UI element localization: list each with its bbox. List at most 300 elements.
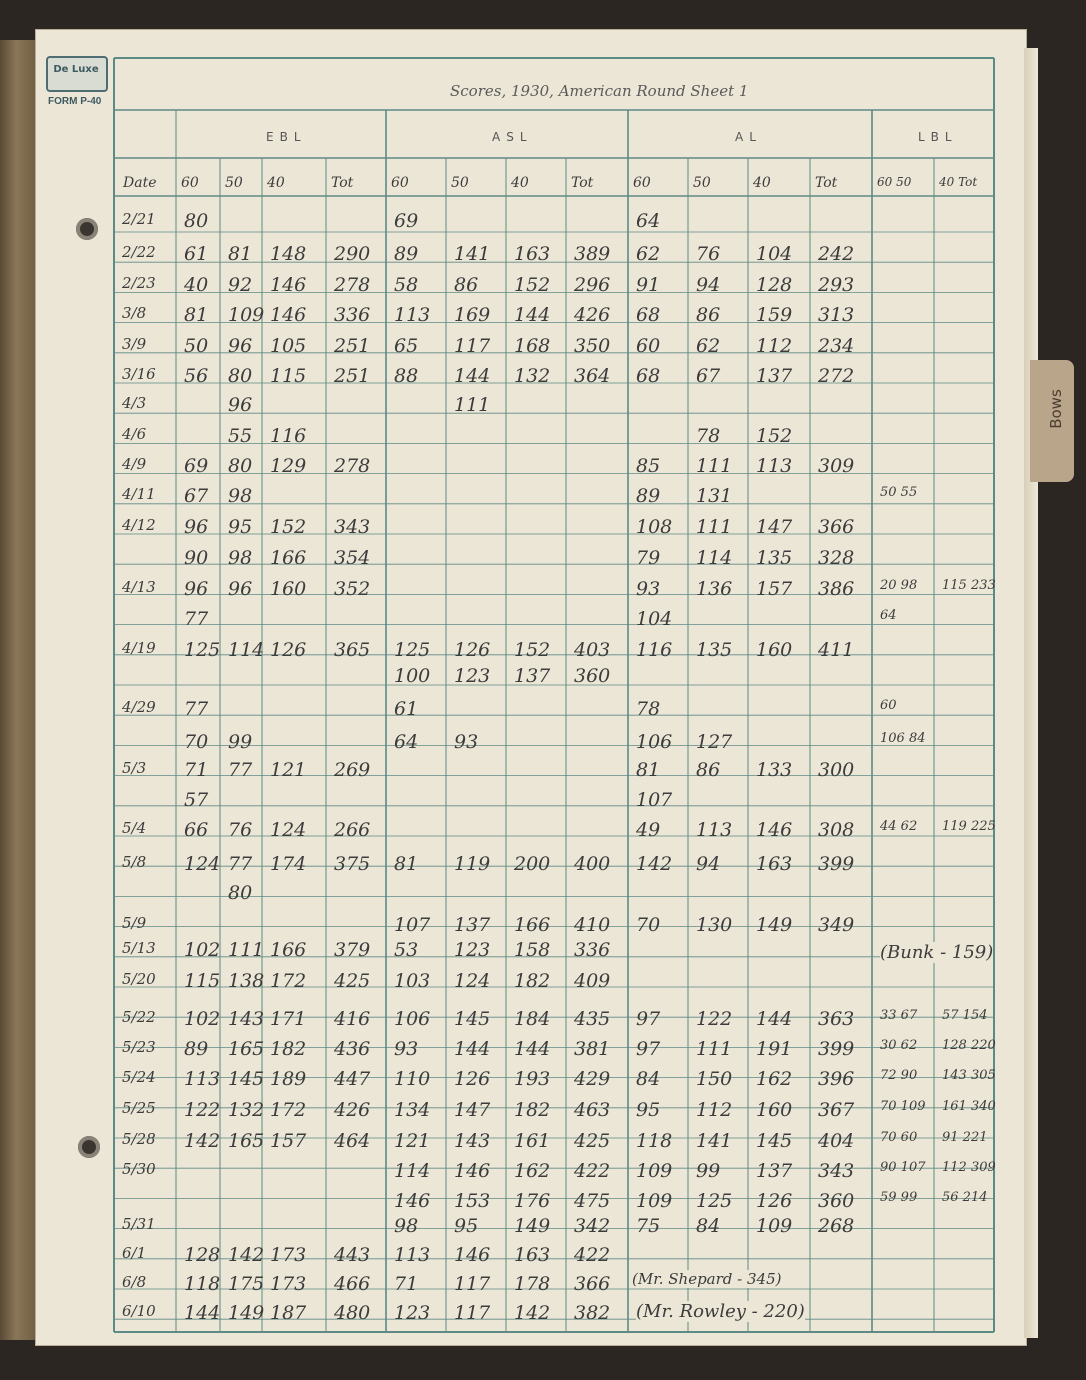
score-cell: 102 [184, 1008, 221, 1030]
date-cell: 4/11 [122, 485, 156, 503]
score-cell: 67 [184, 485, 209, 507]
score-cell: 90 [184, 547, 209, 569]
score-cell: 78 [636, 698, 661, 720]
date-cell: 5/24 [122, 1068, 156, 1086]
score-cell: 113 [184, 1068, 221, 1090]
score-cell: 59 99 [880, 1190, 918, 1205]
date-cell: 4/9 [122, 455, 147, 473]
score-cell: 102 [184, 939, 221, 961]
score-cell: 64 [394, 731, 419, 753]
score-cell: 70 [184, 731, 209, 753]
score-cell: 251 [334, 335, 371, 357]
score-cell: 166 [514, 914, 551, 936]
group-header: LBL [918, 130, 958, 144]
score-cell: 416 [334, 1008, 371, 1030]
score-cell: 146 [270, 304, 307, 326]
score-cell: 112 [756, 335, 793, 357]
date-cell: 5/31 [122, 1215, 156, 1233]
score-cell: 99 [696, 1160, 721, 1182]
score-cell: 436 [334, 1038, 371, 1060]
score-cell: 114 [394, 1160, 431, 1182]
score-cell: 149 [228, 1302, 265, 1324]
score-cell: 404 [818, 1130, 855, 1152]
score-cell: 435 [574, 1008, 611, 1030]
date-cell: 5/9 [122, 914, 147, 932]
score-cell: 480 [334, 1302, 371, 1324]
score-cell: 50 55 [880, 485, 918, 500]
score-cell: 160 [270, 578, 307, 600]
score-cell: 426 [334, 1099, 371, 1121]
score-cell: 182 [270, 1038, 307, 1060]
score-cell: 89 [394, 243, 419, 265]
score-cell: 97 [636, 1008, 661, 1030]
score-cell: 62 [696, 335, 721, 357]
score-cell: 193 [514, 1068, 551, 1090]
score-cell: 93 [636, 578, 661, 600]
column-header: 50 [225, 175, 243, 191]
score-cell: 475 [574, 1190, 611, 1212]
score-cell: 234 [818, 335, 855, 357]
score-cell: 33 67 [880, 1008, 918, 1023]
margin-annotation: (Bunk - 159) [880, 942, 994, 963]
score-cell: 57 [184, 789, 209, 811]
score-cell: 463 [574, 1099, 611, 1121]
score-cell: 96 [228, 578, 253, 600]
score-cell: 128 [756, 274, 793, 296]
column-header: 40 [753, 175, 771, 191]
score-cell: 426 [574, 304, 611, 326]
score-cell: 137 [756, 365, 793, 387]
score-cell: 89 [184, 1038, 209, 1060]
score-cell: 77 [228, 759, 253, 781]
score-cell: 443 [334, 1244, 371, 1266]
score-cell: 110 [394, 1068, 431, 1090]
score-cell: 132 [228, 1099, 265, 1121]
score-cell: 115 233 [942, 578, 996, 593]
column-header: Tot [331, 175, 354, 191]
score-cell: 106 [394, 1008, 431, 1030]
score-cell: 381 [574, 1038, 611, 1060]
score-cell: 96 [184, 516, 209, 538]
date-cell: 5/30 [122, 1160, 156, 1178]
score-cell: 106 [636, 731, 673, 753]
date-cell: 5/13 [122, 939, 156, 957]
score-cell: 161 [514, 1130, 551, 1152]
date-cell: 5/8 [122, 853, 147, 871]
score-cell: 176 [514, 1190, 551, 1212]
score-cell: 403 [574, 639, 611, 661]
score-cell: 98 [228, 485, 253, 507]
score-cell: 71 [184, 759, 209, 781]
score-cell: 142 [514, 1302, 551, 1324]
score-cell: 130 [696, 914, 733, 936]
score-cell: 65 [394, 335, 419, 357]
score-cell: 91 [636, 274, 661, 296]
score-cell: 92 [228, 274, 253, 296]
score-cell: 86 [696, 759, 721, 781]
score-cell: 425 [574, 1130, 611, 1152]
column-header: 50 [693, 175, 711, 191]
group-header: EBL [266, 130, 307, 144]
score-cell: 360 [574, 665, 611, 687]
score-cell: 429 [574, 1068, 611, 1090]
brand-logo-text: De Luxe [53, 64, 99, 75]
score-cell: 300 [818, 759, 855, 781]
score-cell: 50 [184, 335, 209, 357]
score-cell: 160 [756, 1099, 793, 1121]
date-cell: 4/19 [122, 639, 156, 657]
score-cell: 157 [756, 578, 793, 600]
score-cell: 142 [184, 1130, 221, 1152]
score-cell: 349 [818, 914, 855, 936]
score-cell: 422 [574, 1244, 611, 1266]
score-cell: 163 [514, 1244, 551, 1266]
score-cell: 152 [270, 516, 307, 538]
score-cell: 171 [270, 1008, 307, 1030]
score-cell: 135 [756, 547, 793, 569]
score-cell: 145 [454, 1008, 491, 1030]
date-cell: 4/13 [122, 578, 156, 596]
date-cell: 5/20 [122, 970, 156, 988]
score-cell: 366 [574, 1273, 611, 1295]
score-cell: 58 [394, 274, 419, 296]
score-cell: 116 [636, 639, 673, 661]
score-cell: 114 [228, 639, 265, 661]
score-cell: 166 [270, 547, 307, 569]
score-cell: 53 [394, 939, 419, 961]
score-cell: 175 [228, 1273, 265, 1295]
score-cell: 66 [184, 819, 209, 841]
score-cell: 400 [574, 853, 611, 875]
score-cell: 123 [454, 665, 491, 687]
score-cell: 86 [454, 274, 479, 296]
score-cell: 128 220 [942, 1038, 996, 1053]
score-cell: 272 [818, 365, 855, 387]
score-cell: 150 [696, 1068, 733, 1090]
score-cell: 137 [514, 665, 551, 687]
score-cell: 117 [454, 335, 491, 357]
form-number: FORM P-40 [48, 96, 102, 107]
date-cell: 2/21 [122, 210, 156, 228]
score-cell: 266 [334, 819, 371, 841]
score-cell: 108 [636, 516, 673, 538]
score-cell: 126 [454, 639, 491, 661]
score-cell: 350 [574, 335, 611, 357]
score-cell: 84 [636, 1068, 661, 1090]
score-cell: 142 [228, 1244, 265, 1266]
date-cell: 5/3 [122, 759, 147, 777]
score-cell: 399 [818, 853, 855, 875]
score-cell: 278 [334, 274, 371, 296]
score-cell: 95 [228, 516, 253, 538]
score-cell: 447 [334, 1068, 371, 1090]
score-cell: 89 [636, 485, 661, 507]
score-cell: 124 [454, 970, 491, 992]
score-cell: 137 [756, 1160, 793, 1182]
score-cell: 386 [818, 578, 855, 600]
score-cell: 354 [334, 547, 371, 569]
margin-annotation: (Mr. Shepard - 345) [632, 1270, 782, 1288]
score-cell: 113 [756, 455, 793, 477]
score-cell: 410 [574, 914, 611, 936]
score-cell: 113 [696, 819, 733, 841]
score-cell: 109 [228, 304, 265, 326]
score-cell: 360 [818, 1190, 855, 1212]
score-cell: 64 [636, 210, 661, 232]
score-cell: 111 [696, 516, 733, 538]
date-cell: 3/9 [122, 335, 147, 353]
date-cell: 2/22 [122, 243, 156, 261]
score-cell: 336 [574, 939, 611, 961]
score-cell: 149 [514, 1215, 551, 1237]
score-cell: 99 [228, 731, 253, 753]
score-cell: 173 [270, 1273, 307, 1295]
score-cell: 152 [514, 639, 551, 661]
score-cell: 143 305 [942, 1068, 996, 1083]
score-cell: 111 [696, 455, 733, 477]
score-cell: 466 [334, 1273, 371, 1295]
score-cell: 122 [696, 1008, 733, 1030]
score-cell: 313 [818, 304, 855, 326]
score-cell: 97 [636, 1038, 661, 1060]
score-cell: 309 [818, 455, 855, 477]
score-cell: 61 [394, 698, 419, 720]
score-cell: 81 [394, 853, 419, 875]
score-cell: 162 [514, 1160, 551, 1182]
score-cell: 141 [454, 243, 491, 265]
score-cell: 70 [636, 914, 661, 936]
score-cell: 70 60 [880, 1130, 918, 1145]
score-cell: 160 [756, 639, 793, 661]
score-cell: 189 [270, 1068, 307, 1090]
score-cell: 125 [696, 1190, 733, 1212]
score-cell: 117 [454, 1302, 491, 1324]
score-cell: 124 [184, 853, 221, 875]
score-cell: 128 [184, 1244, 221, 1266]
date-cell: 5/22 [122, 1008, 156, 1026]
score-cell: 144 [514, 1038, 551, 1060]
score-cell: 112 [696, 1099, 733, 1121]
score-cell: 132 [514, 365, 551, 387]
score-cell: 242 [818, 243, 855, 265]
date-cell: 4/12 [122, 516, 156, 534]
sheet-title: Scores, 1930, American Round Sheet 1 [450, 82, 749, 100]
score-cell: 121 [394, 1130, 431, 1152]
score-cell: 367 [818, 1099, 855, 1121]
score-cell: 57 154 [942, 1008, 988, 1023]
score-cell: 168 [514, 335, 551, 357]
score-cell: 118 [184, 1273, 221, 1295]
score-cell: 91 221 [942, 1130, 988, 1145]
score-cell: 104 [756, 243, 793, 265]
score-cell: 135 [696, 639, 733, 661]
score-cell: 103 [394, 970, 431, 992]
margin-annotation: (Mr. Rowley - 220) [636, 1301, 805, 1322]
score-cell: 147 [454, 1099, 491, 1121]
score-cell: 123 [394, 1302, 431, 1324]
score-cell: 172 [270, 1099, 307, 1121]
date-cell: 3/16 [122, 365, 156, 383]
score-cell: 163 [514, 243, 551, 265]
score-cell: 269 [334, 759, 371, 781]
score-cell: 98 [228, 547, 253, 569]
score-cell: 95 [636, 1099, 661, 1121]
score-cell: 134 [394, 1099, 431, 1121]
score-cell: 382 [574, 1302, 611, 1324]
score-cell: 76 [228, 819, 253, 841]
score-cell: 182 [514, 1099, 551, 1121]
score-cell: 166 [270, 939, 307, 961]
group-header: AL [735, 130, 762, 144]
score-cell: 96 [228, 335, 253, 357]
score-cell: 98 [394, 1215, 419, 1237]
score-cell: 68 [636, 304, 661, 326]
score-cell: 70 109 [880, 1099, 926, 1114]
date-cell: 6/10 [122, 1302, 156, 1320]
score-cell: 107 [636, 789, 673, 811]
score-cell: 80 [184, 210, 209, 232]
score-cell: 40 [184, 274, 209, 296]
column-header: Tot [815, 175, 838, 191]
score-cell: 172 [270, 970, 307, 992]
score-cell: 119 [454, 853, 491, 875]
score-cell: 80 [228, 882, 253, 904]
score-cell: 464 [334, 1130, 371, 1152]
score-cell: 411 [818, 639, 855, 661]
score-cell: 129 [270, 455, 307, 477]
score-cell: 118 [636, 1130, 673, 1152]
score-cell: 109 [756, 1215, 793, 1237]
score-cell: 55 [228, 425, 253, 447]
score-cell: 328 [818, 547, 855, 569]
score-cell: 80 [228, 365, 253, 387]
score-cell: 131 [696, 485, 733, 507]
score-cell: 133 [756, 759, 793, 781]
score-cell: 342 [574, 1215, 611, 1237]
date-cell: 4/6 [122, 425, 147, 443]
score-cell: 111 [454, 394, 491, 416]
score-cell: 81 [228, 243, 253, 265]
score-cell: 127 [696, 731, 733, 753]
score-cell: 106 84 [880, 731, 926, 746]
date-cell: 4/3 [122, 394, 147, 412]
score-cell: 163 [756, 853, 793, 875]
score-cell: 30 62 [880, 1038, 918, 1053]
score-cell: 144 [756, 1008, 793, 1030]
score-cell: 77 [228, 853, 253, 875]
score-cell: 144 [454, 1038, 491, 1060]
score-cell: 76 [696, 243, 721, 265]
score-cell: 114 [696, 547, 733, 569]
score-cell: 79 [636, 547, 661, 569]
score-cell: 125 [184, 639, 221, 661]
score-cell: 178 [514, 1273, 551, 1295]
score-cell: 84 [696, 1215, 721, 1237]
score-cell: 61 [184, 243, 209, 265]
score-cell: 173 [270, 1244, 307, 1266]
score-cell: 146 [454, 1160, 491, 1182]
column-header: 60 [633, 175, 651, 191]
score-cell: 56 214 [942, 1190, 988, 1205]
score-cell: 86 [696, 304, 721, 326]
score-cell: 60 [880, 698, 897, 713]
score-cell: 78 [696, 425, 721, 447]
score-cell: 148 [270, 243, 307, 265]
score-cell: 336 [334, 304, 371, 326]
score-cell: 138 [228, 970, 265, 992]
score-cell: 165 [228, 1130, 265, 1152]
score-cell: 375 [334, 853, 371, 875]
column-header: Date [123, 175, 157, 191]
score-cell: 62 [636, 243, 661, 265]
score-cell: 352 [334, 578, 371, 600]
score-cell: 162 [756, 1068, 793, 1090]
score-cell: 109 [636, 1190, 673, 1212]
score-cell: 111 [696, 1038, 733, 1060]
score-cell: 157 [270, 1130, 307, 1152]
score-cell: 278 [334, 455, 371, 477]
score-cell: 149 [756, 914, 793, 936]
score-cell: 145 [756, 1130, 793, 1152]
score-cell: 363 [818, 1008, 855, 1030]
score-cell: 115 [184, 970, 221, 992]
score-cell: 60 [636, 335, 661, 357]
score-cell: 126 [270, 639, 307, 661]
score-cell: 143 [228, 1008, 265, 1030]
score-cell: 49 [636, 819, 661, 841]
group-header: ASL [492, 130, 533, 144]
score-cell: 137 [454, 914, 491, 936]
date-cell: 5/23 [122, 1038, 156, 1056]
date-cell: 3/8 [122, 304, 147, 322]
score-cell: 116 [270, 425, 307, 447]
column-header: 50 [451, 175, 469, 191]
score-cell: 251 [334, 365, 371, 387]
score-cell: 268 [818, 1215, 855, 1237]
score-cell: 379 [334, 939, 371, 961]
column-header: 60 [391, 175, 409, 191]
score-cell: 147 [756, 516, 793, 538]
score-cell: 409 [574, 970, 611, 992]
score-cell: 174 [270, 853, 307, 875]
score-cell: 144 [454, 365, 491, 387]
score-cell: 308 [818, 819, 855, 841]
score-cell: 389 [574, 243, 611, 265]
score-cell: 94 [696, 274, 721, 296]
score-cell: 93 [394, 1038, 419, 1060]
score-cell: 64 [880, 608, 897, 623]
score-cell: 191 [756, 1038, 793, 1060]
score-cell: 96 [184, 578, 209, 600]
score-cell: 152 [514, 274, 551, 296]
score-cell: 94 [696, 853, 721, 875]
column-header: 40 [511, 175, 529, 191]
score-cell: 152 [756, 425, 793, 447]
score-cell: 184 [514, 1008, 551, 1030]
score-cell: 141 [696, 1130, 733, 1152]
score-cell: 365 [334, 639, 371, 661]
score-cell: 119 225 [942, 819, 996, 834]
score-cell: 396 [818, 1068, 855, 1090]
score-cell: 293 [818, 274, 855, 296]
score-cell: 71 [394, 1273, 419, 1295]
score-cell: 88 [394, 365, 419, 387]
score-cell: 121 [270, 759, 307, 781]
score-cell: 56 [184, 365, 209, 387]
score-cell: 145 [228, 1068, 265, 1090]
score-cell: 161 340 [942, 1099, 996, 1114]
score-cell: 343 [818, 1160, 855, 1182]
